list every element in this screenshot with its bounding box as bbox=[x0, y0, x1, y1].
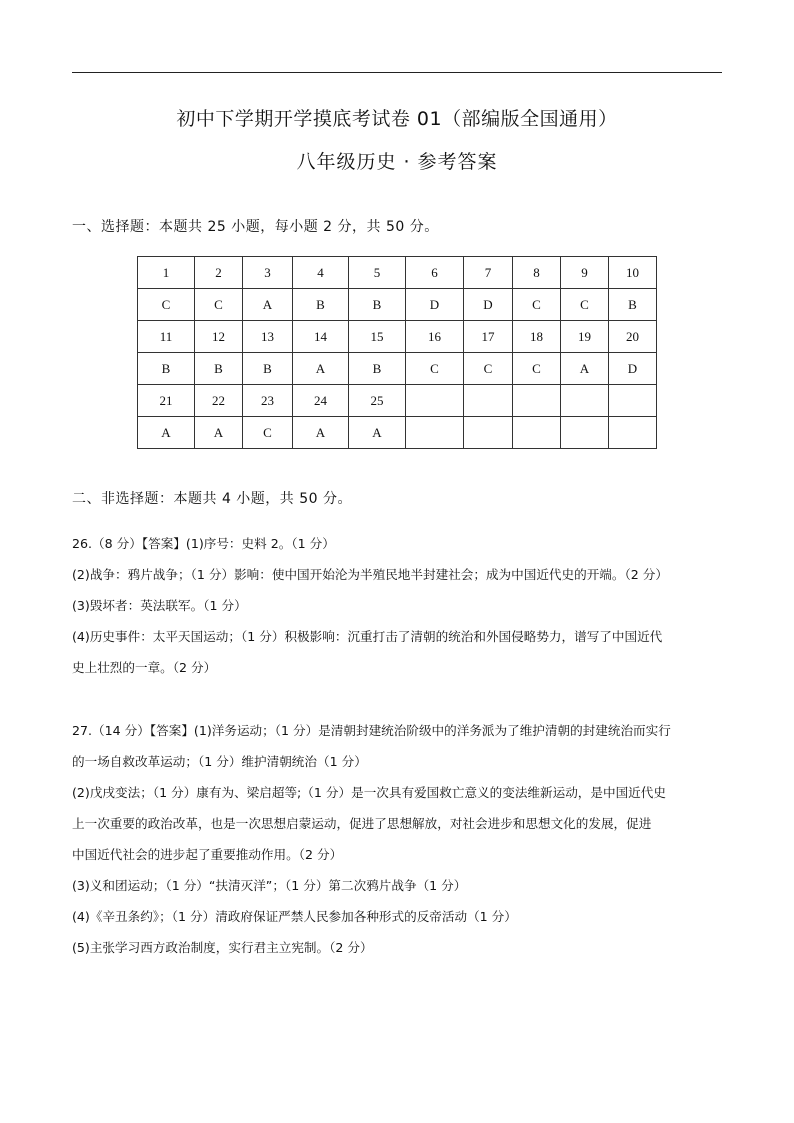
question-number-cell: 7 bbox=[464, 257, 513, 289]
answer-cell bbox=[609, 417, 657, 449]
question-number-cell: 21 bbox=[138, 385, 195, 417]
answer-cell: C bbox=[561, 289, 609, 321]
answer-cell: A bbox=[195, 417, 243, 449]
answer-cell bbox=[464, 417, 513, 449]
answer-cell: A bbox=[561, 353, 609, 385]
question-number-cell: 8 bbox=[513, 257, 561, 289]
answer-cell: D bbox=[406, 289, 464, 321]
answer-cell: B bbox=[138, 353, 195, 385]
question-number-row bbox=[138, 321, 657, 353]
answer-cell: B bbox=[293, 289, 349, 321]
answer-line: 的一场自救改革运动；（1 分）维护清朝统治（1 分） bbox=[72, 754, 367, 769]
question-27-answer bbox=[72, 715, 722, 963]
question-number-cell: 1 bbox=[138, 257, 195, 289]
answer-cell: B bbox=[349, 353, 406, 385]
answer-cell: B bbox=[243, 353, 293, 385]
answer-line: 史上壮烈的一章。（2 分） bbox=[72, 660, 217, 675]
question-number-cell: 5 bbox=[349, 257, 406, 289]
question-number-cell: 17 bbox=[464, 321, 513, 353]
question-number-cell: 20 bbox=[609, 321, 657, 353]
answer-row bbox=[138, 289, 657, 321]
question-number-cell: 18 bbox=[513, 321, 561, 353]
question-number-cell: 15 bbox=[349, 321, 406, 353]
answer-cell: A bbox=[138, 417, 195, 449]
question-number-cell bbox=[561, 385, 609, 417]
answer-cell: A bbox=[243, 289, 293, 321]
answer-cell: C bbox=[138, 289, 195, 321]
question-number-cell bbox=[406, 385, 464, 417]
question-number-cell: 9 bbox=[561, 257, 609, 289]
answer-line: 26.（8 分）【答案】(1)序号：史料 2。（1 分） bbox=[72, 536, 335, 551]
question-number-cell: 3 bbox=[243, 257, 293, 289]
answer-line: (5)主张学习西方政治制度，实行君主立宪制。（2 分） bbox=[72, 940, 373, 955]
answer-cell: C bbox=[513, 353, 561, 385]
page-title: 初中下学期开学摸底考试卷 01（部编版全国通用） bbox=[176, 108, 618, 130]
answer-cell: B bbox=[349, 289, 406, 321]
question-number-cell: 13 bbox=[243, 321, 293, 353]
answer-line: 上一次重要的政治改革，也是一次思想启蒙运动，促进了思想解放，对社会进步和思想文化的发展，促进 bbox=[72, 816, 652, 831]
question-number-cell bbox=[513, 385, 561, 417]
question-number-cell: 22 bbox=[195, 385, 243, 417]
answer-cell: C bbox=[243, 417, 293, 449]
answer-line: (2)战争：鸦片战争；（1 分）影响：使中国开始沦为半殖民地半封建社会；成为中国近代史的开端。（2 分） bbox=[72, 567, 668, 582]
answer-line: (2)戊戌变法；（1 分）康有为、梁启超等;（1 分）是一次具有爱国救亡意义的变法维新运动，是中国近代史 bbox=[72, 785, 666, 800]
answer-cell: C bbox=[406, 353, 464, 385]
answer-line: (3)毁坏者：英法联军。（1 分） bbox=[72, 598, 247, 613]
answer-row bbox=[138, 417, 657, 449]
question-number-row bbox=[138, 257, 657, 289]
question-number-row bbox=[138, 385, 657, 417]
answer-cell: B bbox=[195, 353, 243, 385]
answer-cell: A bbox=[293, 417, 349, 449]
question-number-cell: 2 bbox=[195, 257, 243, 289]
question-number-cell: 14 bbox=[293, 321, 349, 353]
question-number-cell: 23 bbox=[243, 385, 293, 417]
answer-cell bbox=[561, 417, 609, 449]
answer-cell: C bbox=[195, 289, 243, 321]
question-number-cell: 10 bbox=[609, 257, 657, 289]
question-number-cell: 24 bbox=[293, 385, 349, 417]
question-number-cell: 16 bbox=[406, 321, 464, 353]
answer-cell: B bbox=[609, 289, 657, 321]
answer-line: (4)《辛丑条约》；（1 分）清政府保证严禁人民参加各种形式的反帝活动（1 分） bbox=[72, 909, 517, 924]
answer-line: 27.（14 分）【答案】(1)洋务运动；（1 分）是清朝封建统治阶级中的洋务派为了维护清朝的封建统治而实行 bbox=[72, 723, 671, 738]
answer-cell: A bbox=[293, 353, 349, 385]
answer-row bbox=[138, 353, 657, 385]
question-number-cell: 25 bbox=[349, 385, 406, 417]
answer-cell: D bbox=[464, 289, 513, 321]
question-26-answer bbox=[72, 528, 722, 683]
question-number-cell: 12 bbox=[195, 321, 243, 353]
answer-line: 中国近代社会的进步起了重要推动作用。（2 分） bbox=[72, 847, 343, 862]
answer-cell: D bbox=[609, 353, 657, 385]
question-number-cell: 4 bbox=[293, 257, 349, 289]
page-subtitle: 八年级历史 · 参考答案 bbox=[296, 151, 498, 173]
question-number-cell: 6 bbox=[406, 257, 464, 289]
answer-line: (4)历史事件：太平天国运动；（1 分）积极影响：沉重打击了清朝的统治和外国侵略势力，谱写了中国近代 bbox=[72, 629, 663, 644]
answer-line: (3)义和团运动；（1 分）“扶清灭洋”；（1 分）第二次鸦片战争（1 分） bbox=[72, 878, 467, 893]
header-rule bbox=[72, 72, 722, 73]
question-number-cell: 11 bbox=[138, 321, 195, 353]
answer-table bbox=[137, 256, 657, 449]
section-heading-choice: 一、选择题：本题共 25 小题，每小题 2 分，共 50 分。 bbox=[72, 219, 439, 235]
question-number-cell bbox=[464, 385, 513, 417]
answer-cell: C bbox=[464, 353, 513, 385]
question-number-cell: 19 bbox=[561, 321, 609, 353]
answer-cell: C bbox=[513, 289, 561, 321]
answer-cell bbox=[406, 417, 464, 449]
question-number-cell bbox=[609, 385, 657, 417]
answer-cell: A bbox=[349, 417, 406, 449]
answer-cell bbox=[513, 417, 561, 449]
section-heading-nonchoice: 二、非选择题：本题共 4 小题，共 50 分。 bbox=[72, 491, 353, 507]
